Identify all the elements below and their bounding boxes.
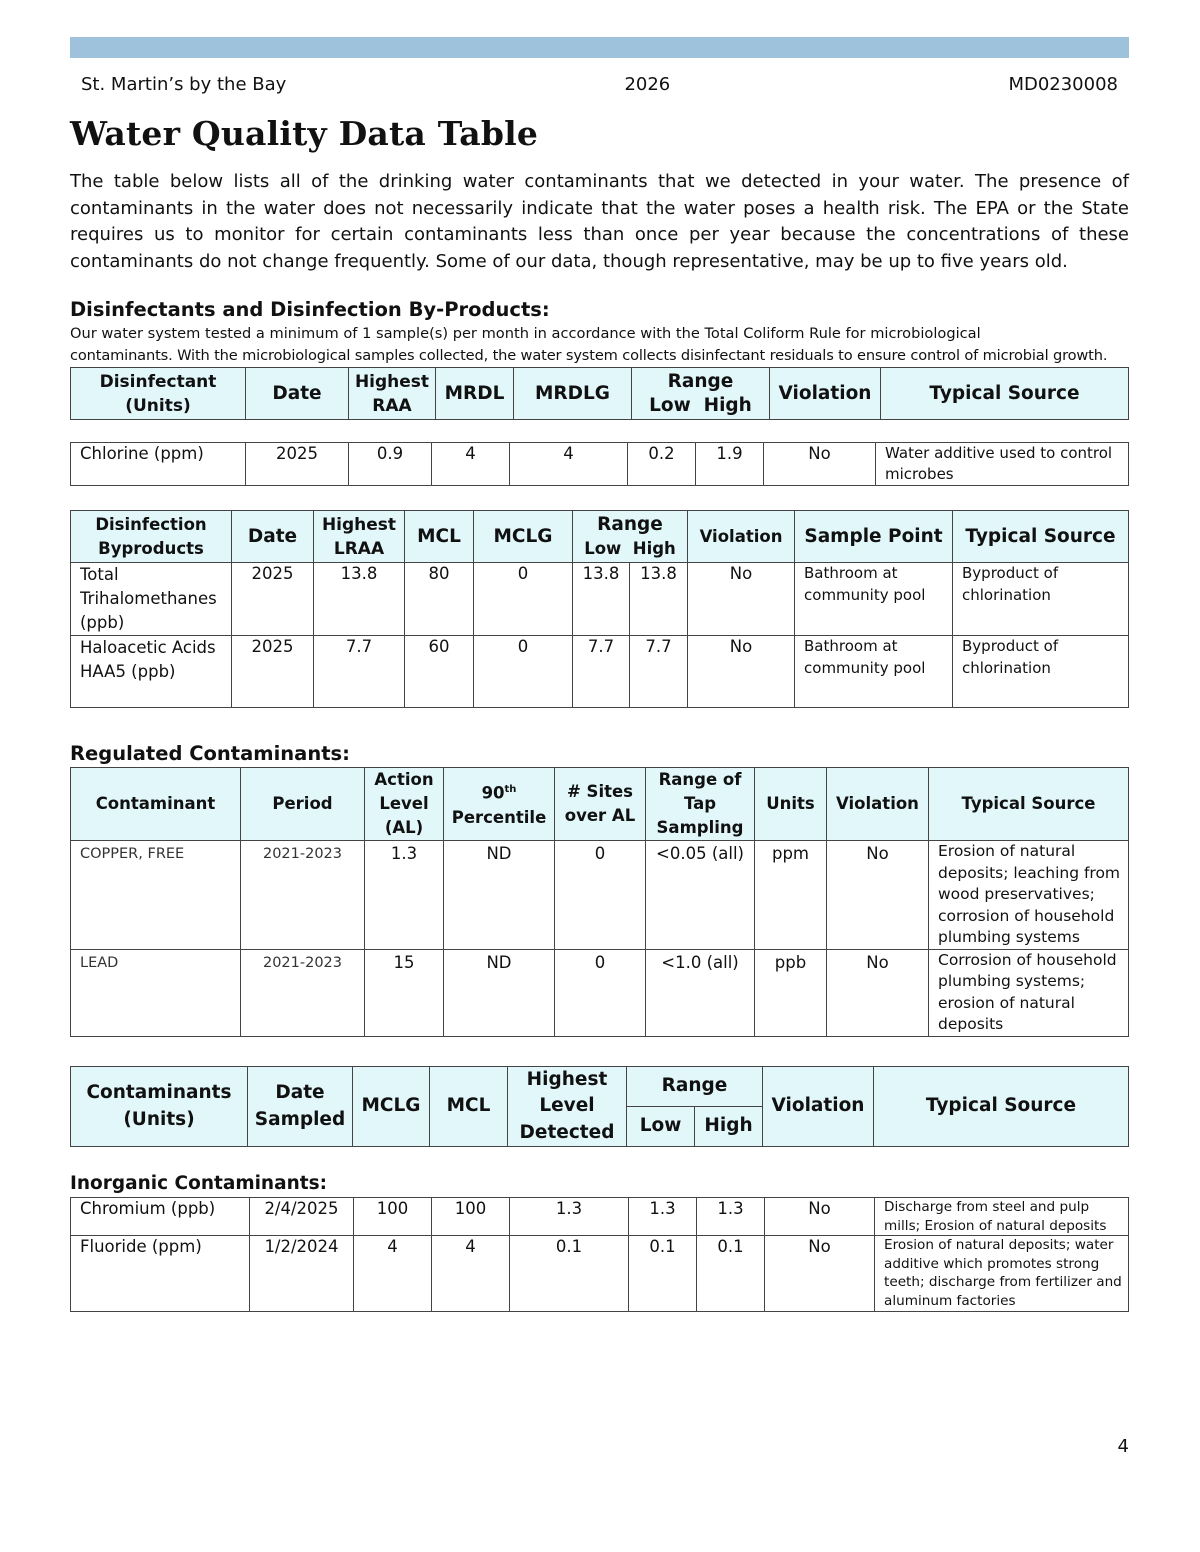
cell-high: 1.3 [697, 1198, 765, 1236]
col-date: Date [232, 511, 314, 563]
cell-low: 0.1 [629, 1236, 697, 1312]
cell-name: Haloacetic Acids HAA5 (ppb) [71, 636, 232, 708]
cell-low: 1.3 [629, 1198, 697, 1236]
cell-highest: 13.8 [314, 563, 405, 636]
cell-period: 2021-2023 [241, 949, 365, 1036]
cell-violation: No [764, 443, 876, 486]
cell-violation: No [765, 1236, 875, 1312]
cell-90th: ND [444, 841, 555, 950]
cell-date: 2025 [232, 636, 314, 708]
col-date: Date [246, 368, 349, 420]
col-low: Low [627, 1106, 695, 1146]
col-violation: Violation [770, 368, 881, 420]
col-mcl: MCL [430, 1066, 508, 1147]
cell-mrdl: 4 [432, 443, 510, 486]
col-typical-source: Typical Source [881, 368, 1129, 420]
col-typical-source: Typical Source [874, 1066, 1129, 1147]
running-header [70, 71, 1129, 97]
col-contaminant: Contaminants (Units) [71, 1066, 248, 1147]
col-violation: Violation [688, 511, 795, 563]
cell-low: 0.2 [628, 443, 696, 486]
col-range-tap-sampling: Range of Tap Sampling [646, 768, 755, 841]
col-disinfectant: Disinfectant (Units) [71, 368, 246, 420]
cell-mrdlg: 4 [510, 443, 628, 486]
inorganic-table [70, 1197, 1129, 1312]
cell-source: Discharge from steel and pulp mills; Erosion of natural deposits [875, 1198, 1129, 1236]
cell-mcl: 60 [405, 636, 474, 708]
report-year: 2026 [624, 73, 671, 95]
disinfectant-data-table [70, 442, 1129, 486]
cell-90th: ND [444, 949, 555, 1036]
col-violation: Violation [763, 1066, 874, 1147]
cell-highest: 0.1 [510, 1236, 629, 1312]
cell-mcl: 100 [432, 1198, 510, 1236]
regulated-heading: Regulated Contaminants: [70, 742, 350, 765]
cell-date: 1/2/2024 [250, 1236, 354, 1312]
cell-source: Byproduct of chlorination [953, 636, 1129, 708]
table-row [71, 841, 1129, 950]
col-mclg: MCLG [474, 511, 573, 563]
cell-action-level: 1.3 [365, 841, 444, 950]
cell-high: 0.1 [697, 1236, 765, 1312]
inorganic-heading: Inorganic Contaminants: [70, 1173, 328, 1194]
cell-high: 13.8 [630, 563, 688, 636]
cell-name: Fluoride (ppm) [71, 1236, 250, 1312]
cell-mclg: 0 [474, 636, 573, 708]
col-sample-point: Sample Point [795, 511, 953, 563]
col-mcl: MCL [405, 511, 474, 563]
table-row [71, 636, 1129, 708]
cell-name: Total Trihalomethanes (ppb) [71, 563, 232, 636]
col-mrdl: MRDL [436, 368, 514, 420]
cell-low: 13.8 [573, 563, 630, 636]
cell-sample-point: Bathroom at community pool [795, 563, 953, 636]
table-row [71, 1198, 1129, 1236]
cell-range: <1.0 (all) [646, 949, 755, 1036]
cell-mclg: 0 [474, 563, 573, 636]
col-high: High [695, 1106, 763, 1146]
cell-name: Chlorine (ppm) [71, 443, 246, 486]
intro-paragraph: The table below lists all of the drinking water contaminants that we detected in your water. The presence of contaminants in the water does not necessarily indicate that the water poses a health risk. The EPA or the State requires us to monitor for certain contaminants less than once per year because the concentrations of these contaminants do not change frequently. Some of our data, though representative, may be up to five years old. [70, 171, 1129, 272]
cell-sites: 0 [555, 841, 646, 950]
cell-violation: No [827, 841, 929, 950]
cell-highest: 1.3 [510, 1198, 629, 1236]
cell-source: Byproduct of chlorination [953, 563, 1129, 636]
cell-name: COPPER, FREE [71, 841, 241, 950]
table-row [71, 443, 1129, 486]
cell-mcl: 80 [405, 563, 474, 636]
table-row [71, 949, 1129, 1036]
disinfectant-header-table [70, 367, 1129, 420]
disinfectants-note-line2: contaminants. With the microbiological samples collected, the water system collects disinfectant residuals to ensure control of microbial growth. [70, 347, 1108, 364]
col-violation: Violation [827, 768, 929, 841]
cell-mclg: 4 [354, 1236, 432, 1312]
page-title: Water Quality Data Table [70, 114, 539, 153]
cell-sample-point: Bathroom at community pool [795, 636, 953, 708]
cell-date: 2025 [232, 563, 314, 636]
page-number: 4 [1117, 1436, 1129, 1457]
cell-mclg: 100 [354, 1198, 432, 1236]
byproducts-table [70, 510, 1129, 708]
col-range: Range Low High [573, 511, 688, 563]
cell-source: Corrosion of household plumbing systems; erosion of natural deposits [929, 949, 1129, 1036]
col-highest-level: Highest Level Detected [508, 1066, 627, 1147]
regulated-table [70, 767, 1129, 1037]
cell-period: 2021-2023 [241, 841, 365, 950]
col-highest-raa: Highest RAA [349, 368, 436, 420]
cell-units: ppb [755, 949, 827, 1036]
col-highest-lraa: Highest LRAA [314, 511, 405, 563]
cell-date: 2/4/2025 [250, 1198, 354, 1236]
cell-units: ppm [755, 841, 827, 950]
cell-violation: No [827, 949, 929, 1036]
cell-name: Chromium (ppb) [71, 1198, 250, 1236]
cell-low: 7.7 [573, 636, 630, 708]
col-sites-over-al: # Sites over AL [555, 768, 646, 841]
contaminants-header-table [70, 1066, 1129, 1148]
cell-action-level: 15 [365, 949, 444, 1036]
cell-source: Erosion of natural deposits; water additive which promotes strong teeth; discharge from fertilizer and aluminum factories [875, 1236, 1129, 1312]
cell-sites: 0 [555, 949, 646, 1036]
cell-mcl: 4 [432, 1236, 510, 1312]
col-typical-source: Typical Source [953, 511, 1129, 563]
cell-source: Erosion of natural deposits; leaching from wood preservatives; corrosion of household plumbing systems [929, 841, 1129, 950]
disinfectants-heading: Disinfectants and Disinfection By-Products: [70, 298, 550, 321]
cell-high: 7.7 [630, 636, 688, 708]
cell-high: 1.9 [696, 443, 764, 486]
cell-highest: 0.9 [349, 443, 432, 486]
cell-name: LEAD [71, 949, 241, 1036]
col-units: Units [755, 768, 827, 841]
system-name: St. Martin’s by the Bay [81, 73, 287, 95]
cell-violation: No [688, 636, 795, 708]
col-range: Range Low High [632, 368, 770, 420]
cell-violation: No [765, 1198, 875, 1236]
col-contaminant: Contaminant [71, 768, 241, 841]
cell-source: Water additive used to control microbes [876, 443, 1129, 486]
col-date-sampled: Date Sampled [248, 1066, 353, 1147]
col-byproduct: Disinfection Byproducts [71, 511, 232, 563]
header-bar [70, 37, 1129, 58]
col-typical-source: Typical Source [929, 768, 1129, 841]
cell-highest: 7.7 [314, 636, 405, 708]
col-90th-percentile: 90th Percentile [444, 768, 555, 841]
col-mrdlg: MRDLG [514, 368, 632, 420]
cell-range: <0.05 (all) [646, 841, 755, 950]
col-action-level: Action Level (AL) [365, 768, 444, 841]
pwsid: MD0230008 [1008, 73, 1118, 95]
table-row [71, 563, 1129, 636]
page [70, 37, 1129, 1312]
col-mclg: MCLG [353, 1066, 430, 1147]
disinfectants-note-line1: Our water system tested a minimum of 1 sample(s) per month in accordance with the Total Coliform Rule for microbiological [70, 325, 981, 342]
col-range: Range [627, 1066, 763, 1106]
table-row [71, 1236, 1129, 1312]
col-period: Period [241, 768, 365, 841]
cell-date: 2025 [246, 443, 349, 486]
cell-violation: No [688, 563, 795, 636]
